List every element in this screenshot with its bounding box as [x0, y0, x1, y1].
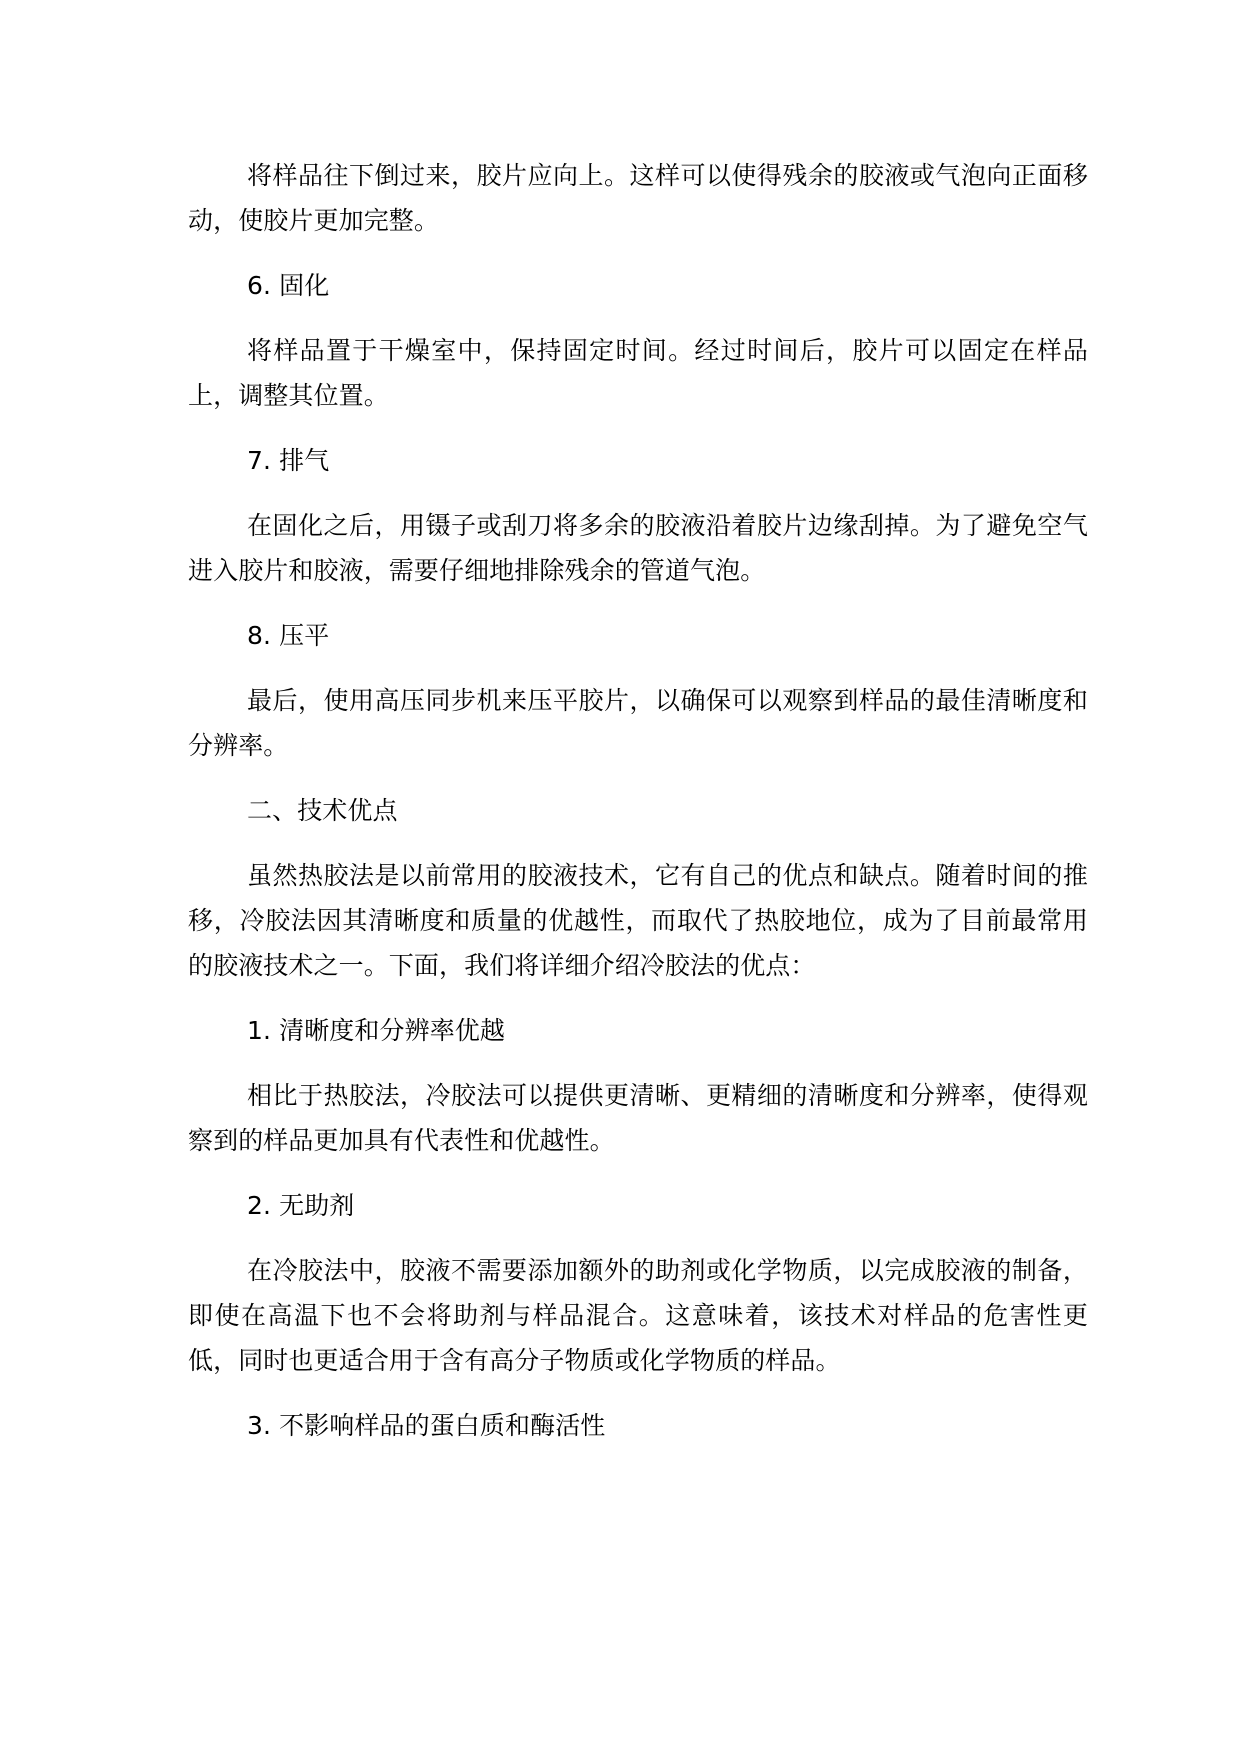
document-page — [188, 153, 1088, 1448]
paragraph-degassing: 在固化之后，用镊子或刮刀将多余的胶液沿着胶片边缘刮掉。为了避免空气进入胶片和胶液，需要仔细地排除残余的管道气泡。 — [188, 511, 1088, 585]
heading-2-no-additives: 2. 无助剂 — [247, 1191, 355, 1220]
heading-6-curing: 6. 固化 — [247, 271, 330, 300]
paragraph-flip-sample: 将样品往下倒过来，胶片应向上。这样可以使得残余的胶液或气泡向正面移动，使胶片更加完整。 — [188, 161, 1088, 235]
heading-1-clarity: 1. 清晰度和分辨率优越 — [247, 1016, 506, 1045]
heading-3-protein-activity: 3. 不影响样品的蛋白质和酶活性 — [247, 1411, 606, 1440]
paragraph-clarity: 相比于热胶法，冷胶法可以提供更清晰、更精细的清晰度和分辨率，使得观察到的样品更加具有代表性和优越性。 — [188, 1081, 1088, 1155]
heading-7-degassing: 7. 排气 — [247, 446, 330, 475]
paragraph-flattening: 最后，使用高压同步机来压平胶片，以确保可以观察到样品的最佳清晰度和分辨率。 — [188, 686, 1088, 760]
heading-8-flattening: 8. 压平 — [247, 621, 330, 650]
section-heading-advantages: 二、技术优点 — [247, 796, 398, 825]
paragraph-curing: 将样品置于干燥室中，保持固定时间。经过时间后，胶片可以固定在样品上，调整其位置。 — [188, 336, 1088, 410]
paragraph-advantages-intro: 虽然热胶法是以前常用的胶液技术，它有自己的优点和缺点。随着时间的推移，冷胶法因其清晰度和质量的优越性，而取代了热胶地位，成为了目前最常用的胶液技术之一。下面，我们将详细介绍冷胶法的优点： — [188, 861, 1088, 980]
paragraph-no-additives: 在冷胶法中，胶液不需要添加额外的助剂或化学物质，以完成胶液的制备，即使在高温下也不会将助剂与样品混合。这意味着，该技术对样品的危害性更低，同时也更适合用于含有高分子物质或化学物质的样品。 — [188, 1256, 1088, 1375]
